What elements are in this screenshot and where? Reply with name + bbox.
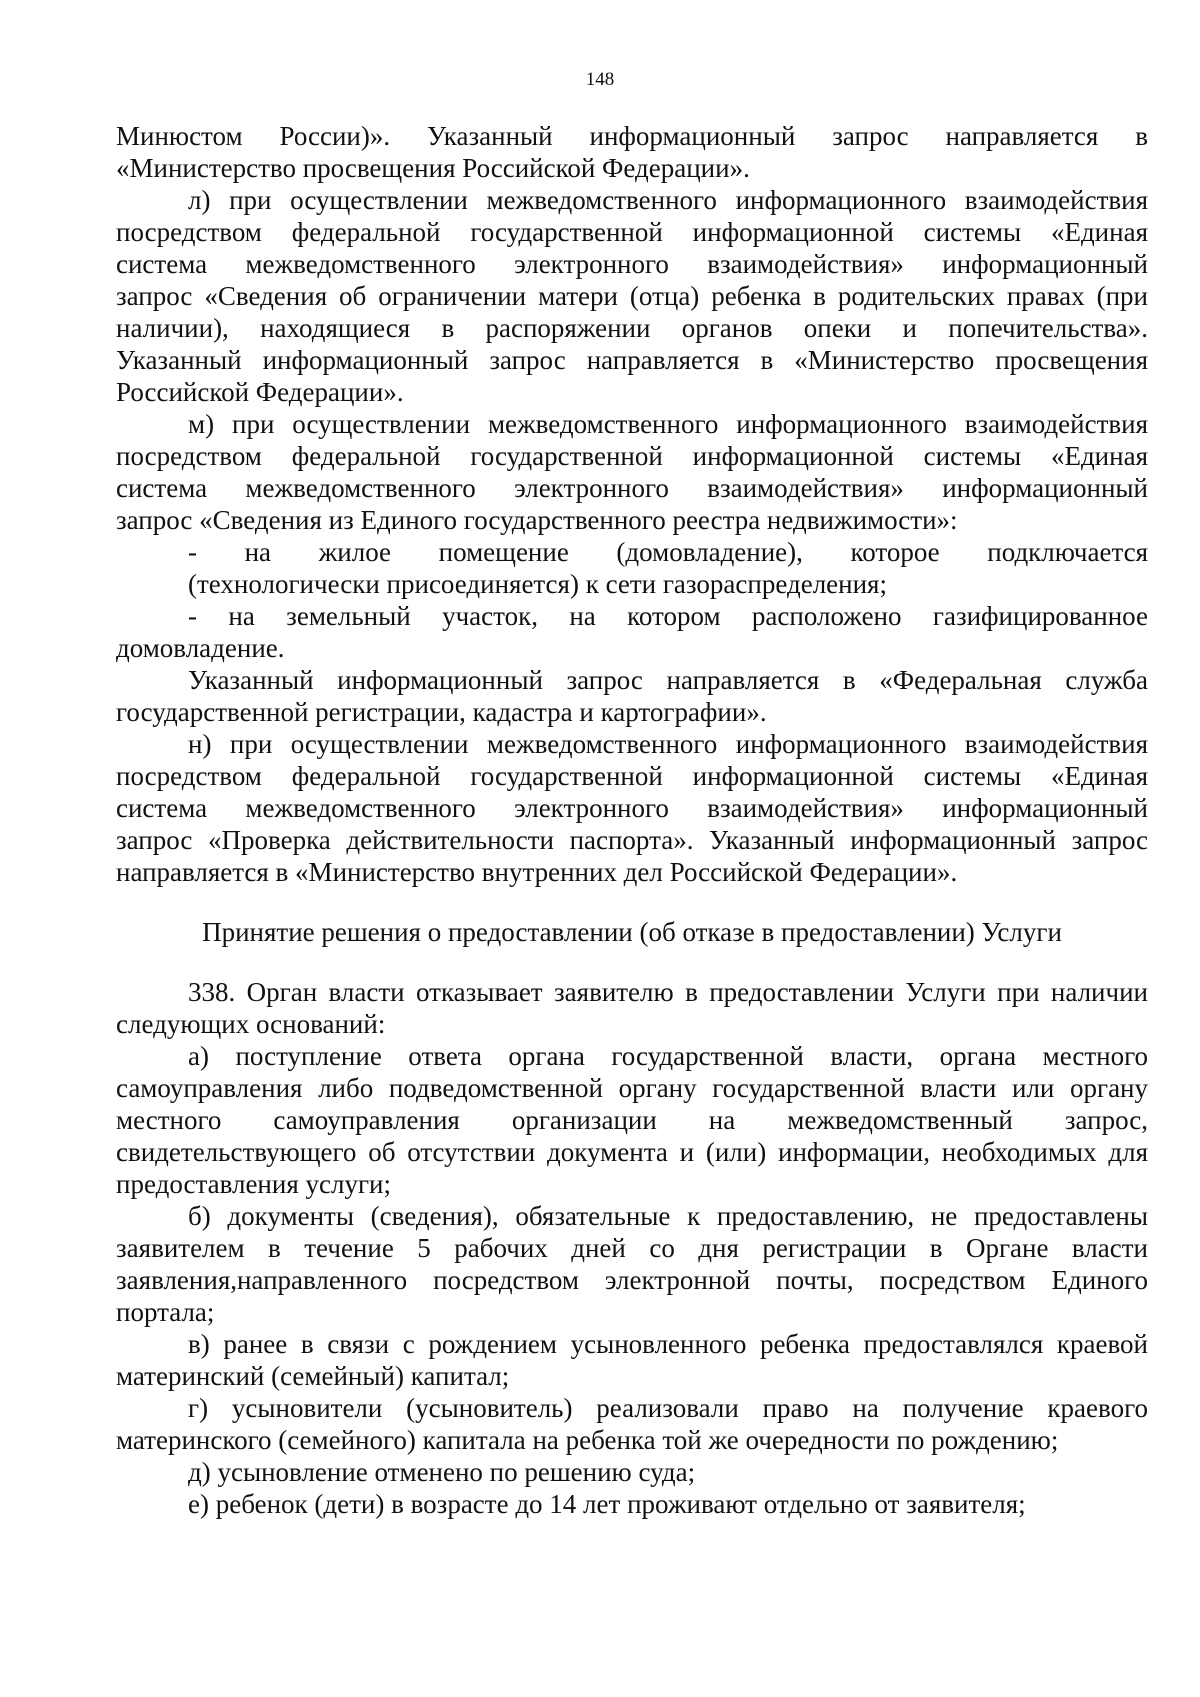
- paragraph-line: заявителем в течение 5 рабочих дней со дня регистрации в Органе власти: [116, 1233, 1148, 1263]
- paragraph-line: а) поступление ответа органа государственной власти, органа местного: [188, 1041, 1148, 1071]
- paragraph-line: Российской Федерации».: [116, 377, 404, 407]
- paragraph-line: посредством федеральной государственной информационной системы «Единая: [116, 217, 1148, 247]
- paragraph-line: запрос «Проверка действительности паспорта». Указанный информационный запрос: [116, 825, 1148, 855]
- paragraph-line: л) при осуществлении межведомственного информационного взаимодействия: [188, 185, 1148, 215]
- paragraph-line: б) документы (сведения), обязательные к предоставлению, не предоставлены: [188, 1201, 1148, 1231]
- list-item-line: - на жилое помещение (домовладение), которое подключается: [188, 537, 1148, 567]
- paragraph-line: 338. Орган власти отказывает заявителю в предоставлении Услуги при наличии: [188, 977, 1148, 1007]
- page-number: 148: [585, 69, 615, 90]
- paragraph-line: Минюстом России)». Указанный информационный запрос направляется в: [116, 121, 1148, 151]
- paragraph-line: материнский (семейный) капитал;: [116, 1361, 510, 1391]
- paragraph-line: система межведомственного электронного взаимодействия» информационный: [116, 249, 1148, 279]
- paragraph-line: портала;: [116, 1297, 215, 1327]
- paragraph-line: «Министерство просвещения Российской Федерации».: [116, 153, 750, 183]
- paragraph-line: свидетельствующего об отсутствии документа и (или) информации, необходимых для: [116, 1137, 1148, 1167]
- list-item-line: (технологически присоединяется) к сети газораспределения;: [188, 569, 887, 599]
- paragraph-line: местного самоуправления организации на межведомственный запрос,: [116, 1105, 1148, 1135]
- paragraph-line: е) ребенок (дети) в возрасте до 14 лет проживают отдельно от заявителя;: [188, 1489, 1026, 1519]
- paragraph-line: запрос «Сведения из Единого государственного реестра недвижимости»:: [116, 505, 958, 535]
- document-body: [116, 120, 1148, 1520]
- paragraph-line: посредством федеральной государственной информационной системы «Единая: [116, 761, 1148, 791]
- paragraph-line: система межведомственного электронного взаимодействия» информационный: [116, 473, 1148, 503]
- paragraph-line: запрос «Сведения об ограничении матери (отца) ребенка в родительских правах (при: [116, 281, 1148, 311]
- paragraph-line: наличии), находящиеся в распоряжении органов опеки и попечительства».: [116, 313, 1148, 343]
- paragraph-line: м) при осуществлении межведомственного информационного взаимодействия: [188, 409, 1148, 439]
- paragraph-line: направляется в «Министерство внутренних дел Российской Федерации».: [116, 857, 958, 887]
- paragraph-line: система межведомственного электронного взаимодействия» информационный: [116, 793, 1148, 823]
- paragraph-line: посредством федеральной государственной информационной системы «Единая: [116, 441, 1148, 471]
- list-item-line: домовладение.: [116, 633, 285, 663]
- list-item-line: - на земельный участок, на котором расположено газифицированное: [188, 601, 1148, 631]
- paragraph-line: в) ранее в связи с рождением усыновленного ребенка предоставлялся краевой: [188, 1329, 1148, 1359]
- paragraph-line: г) усыновители (усыновитель) реализовали право на получение краевого: [188, 1393, 1148, 1423]
- paragraph-line: д) усыновление отменено по решению суда;: [188, 1457, 696, 1487]
- paragraph-line: Указанный информационный запрос направляется в «Министерство просвещения: [116, 345, 1148, 375]
- paragraph-line: следующих оснований:: [116, 1009, 386, 1039]
- paragraph-line: заявления,направленного посредством электронной почты, посредством Единого: [116, 1265, 1148, 1295]
- paragraph-line: предоставления услуги;: [116, 1169, 391, 1199]
- paragraph-line: государственной регистрации, кадастра и картографии».: [116, 697, 767, 727]
- section-heading: Принятие решения о предоставлении (об отказе в предоставлении) Услуги: [202, 917, 1062, 947]
- paragraph-line: материнского (семейного) капитала на ребенка той же очередности по рождению;: [116, 1425, 1059, 1455]
- paragraph-line: самоуправления либо подведомственной органу государственной власти или органу: [116, 1073, 1148, 1103]
- paragraph-line: н) при осуществлении межведомственного информационного взаимодействия: [188, 729, 1148, 759]
- paragraph-line: Указанный информационный запрос направляется в «Федеральная служба: [188, 665, 1148, 695]
